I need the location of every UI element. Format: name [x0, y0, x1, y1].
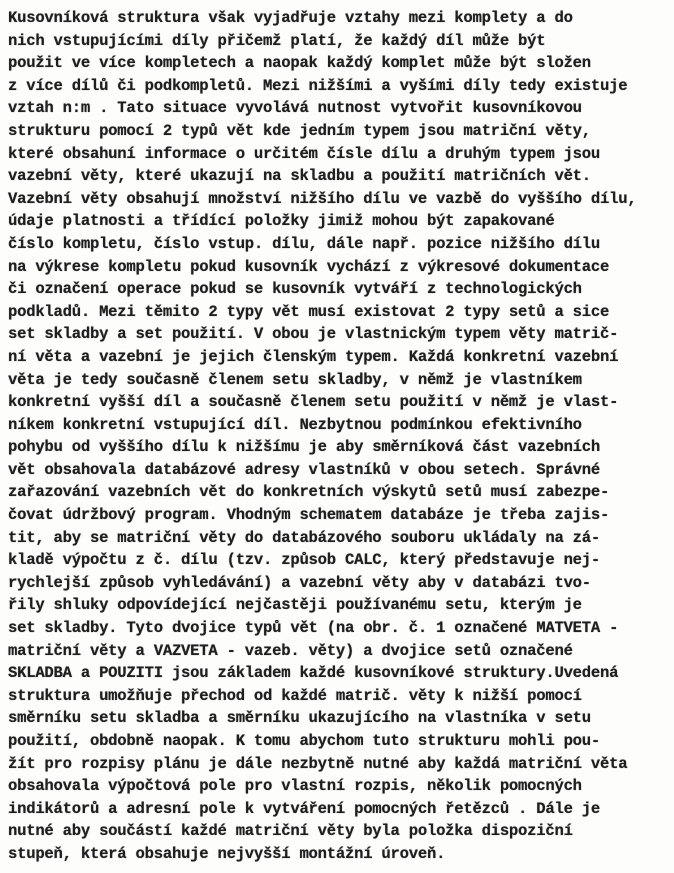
text-line: žít pro rozpisy plánu je dále nezbytně nutné aby každá matriční věta: [8, 754, 628, 773]
text-line: nich vstupujícími díly přičemž platí, že každý díl může být: [8, 31, 546, 50]
text-line: nutné aby součástí každé matriční věty byla položka dispoziční: [8, 822, 573, 841]
text-line: čovat údržbový program. Vhodným schematem databáze je třeba zajis-: [8, 506, 610, 525]
text-line: matriční věty a VAZVETA - vazeb. věty) a dvojice setů označené: [8, 641, 573, 660]
text-line: podkladů. Mezi těmito 2 typy vět musí existovat 2 typy setů a sice: [8, 302, 610, 321]
text-line: kladě výpočtu z č. dílu (tzv. způsob CALC, který představuje nej-: [8, 551, 601, 570]
text-line: stupeň, která obsahuje nejvyšší montážní úroveň.: [8, 844, 446, 863]
text-line: směrníku setu skladba a směrníku ukazujícího na vlastníka v setu: [8, 709, 591, 728]
text-line: vět obsahovala databázové adresy vlastníků v obou setech. Správné: [8, 460, 601, 479]
text-line: číslo kompletu, číslo vstup. dílu, dále např. pozice nižšího dílu: [8, 234, 601, 253]
text-line: na výkrese kompletu pokud kusovník vychází z výkresové dokumentace: [8, 257, 610, 276]
text-line: použit ve více kompletech a naopak každý komplet může být složen: [8, 54, 591, 73]
text-line: rychlejší způsob vyhledávání) a vazební věty aby v databázi tvo-: [8, 573, 591, 592]
text-line: zařazování vazebních vět do konkretních výskytů setů musí zabezpe-: [8, 483, 610, 502]
text-line: Vazební věty obsahují množství nižšího dílu ve vazbě do vyššího dílu,: [8, 189, 637, 208]
text-line: z více dílů či podkompletů. Mezi nižšími a vyšími díly tedy existuje: [8, 76, 628, 95]
text-line: ní věta a vazební je jejich členským typem. Každá konkretní vazební: [8, 347, 619, 366]
text-line: věta je tedy současně členem setu skladby, v němž je vlastníkem: [8, 370, 582, 389]
text-line: použití, obdobně naopak. K tomu abychom tuto strukturu mohli pou-: [8, 732, 601, 750]
text-line: níkem konkretní vstupující díl. Nezbytnou podmínkou efektivního: [8, 415, 582, 434]
text-line: SKLADBA a POUZITI jsou základem každé kusovníkové struktury.Uvedená: [8, 664, 619, 683]
text-line: které obsahuní informace o určitém čísle dílu a druhým typem jsou: [8, 144, 601, 163]
text-line: vztah n:m . Tato situace vyvolává nutnost vytvořit kusovníkovou: [8, 99, 582, 118]
text-line: Kusovníková struktura však vyjadřuje vztahy mezi komplety a do: [8, 9, 573, 27]
text-line: údaje platnosti a třídící položky jimiž mohou být zapakované: [8, 212, 555, 231]
text-line: vazební věty, které ukazují na skladbu a použití matričních vět.: [8, 167, 591, 186]
text-line: obsahovala výpočtová pole pro vlastní rozpis, několik pomocných: [8, 777, 582, 796]
text-line: set skladby a set použití. V obou je vlastnickým typem věty matrič-: [8, 325, 619, 344]
text-line: indikátorů a adresní pole k vytváření pomocných řetězců . Dále je: [8, 799, 601, 818]
text-line: tit, aby se matriční věty do databázového souboru ukládaly na zá-: [8, 528, 601, 547]
text-line: konkretní vyšší díl a současně členem setu použití v němž je vlast-: [8, 393, 619, 412]
text-line: řily shluky odpovídející nejčastěji používanému setu, kterým je: [8, 596, 582, 615]
text-line: struktura umožňuje přechod od každé matrič. věty k nižší pomocí: [8, 686, 582, 705]
document-text: [8, 7, 672, 866]
text-line: či označení operace pokud se kusovník vytváří z technologických: [8, 280, 582, 299]
text-line: strukturu pomocí 2 typů vět kde jedním typem jsou matriční věty,: [8, 121, 591, 140]
text-line: pohybu od vyššího dílu k nižšímu je aby směrníková část vazebních: [8, 438, 601, 457]
text-line: set skladby. Tyto dvojice typů vět (na obr. č. 1 označené MATVETA -: [8, 619, 619, 638]
